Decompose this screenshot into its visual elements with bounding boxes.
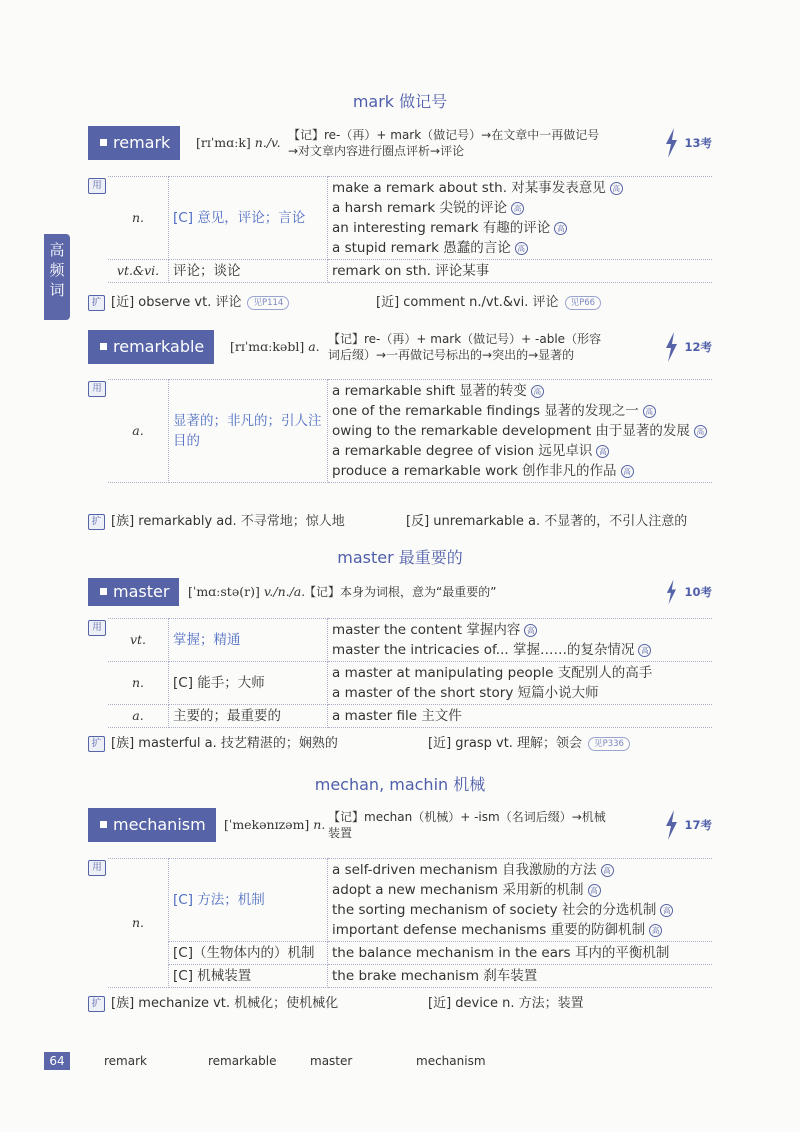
- examples-cell: master the content 掌握内容 高 master the intricacies of... 掌握……的复杂情况 高: [328, 619, 713, 662]
- table-row: [108, 662, 712, 705]
- gao-icon: 高: [554, 222, 567, 235]
- meaning-cell: [C] 能手；大师: [169, 662, 328, 705]
- examples-cell: a master file 主文件: [328, 705, 713, 728]
- entry-header-remarkable: [88, 330, 712, 370]
- gao-icon: 高: [649, 924, 662, 937]
- meaning-cell: 显著的；非凡的；引人注目的: [169, 380, 328, 483]
- examples-cell: remark on sth. 评论某事: [328, 260, 713, 283]
- entry-header-remark: [88, 126, 712, 166]
- table-row: [108, 177, 712, 260]
- use-label-icon: 用: [88, 860, 106, 876]
- mnemonic-mechanism: 【记】mechan（机械）+ -ism（名词后缀）→机械 装置: [328, 810, 606, 840]
- page-ref-badge: 见P66: [565, 296, 601, 310]
- gao-icon: 高: [524, 624, 537, 637]
- meaning-cell: [C]（生物体内的）机制: [169, 942, 328, 965]
- gao-icon: 高: [660, 904, 673, 917]
- section-title-master: master 最重要的: [337, 548, 463, 567]
- lightning-icon: [662, 808, 680, 842]
- definition-table-mechanism: [108, 858, 712, 988]
- use-label-icon: 用: [88, 620, 106, 636]
- gao-icon: 高: [511, 202, 524, 215]
- lightning-icon: [662, 126, 680, 160]
- page-footer: [44, 1052, 724, 1070]
- examples-cell: make a remark about sth. 对某事发表意见 高 a harsh remark 尖锐的评论 高 an interesting remark 有趣的评论 高 a stupid remark 愚蠢的言论 高: [328, 177, 713, 260]
- lightning-icon: [662, 330, 680, 364]
- gao-icon: 高: [596, 445, 609, 458]
- use-label-icon: 用: [88, 381, 106, 397]
- definition-table-remark: [108, 176, 712, 283]
- phonetic-remark: [rɪˈmɑːk] n./v.: [196, 135, 281, 150]
- headword-master: master: [88, 578, 179, 606]
- exam-count-master: 10考: [684, 585, 712, 599]
- pos-cell: vt.&vi.: [108, 260, 169, 283]
- examples-cell: a self-driven mechanism 自我激励的方法 高 adopt a new mechanism 采用新的机制 高 the sorting mechanism of society 社会的分选机制 高 important defense mechanisms 重要的防御机制 高: [328, 859, 713, 942]
- lightning-icon: [662, 578, 680, 606]
- examples-cell: the brake mechanism 刹车装置: [328, 965, 713, 988]
- gao-icon: 高: [610, 182, 623, 195]
- ext-label-icon: 扩: [88, 996, 105, 1012]
- exam-count-mechanism: 17考: [684, 818, 712, 832]
- ext-label-icon: 扩: [88, 514, 105, 530]
- extension-master: 扩 [族] masterful a. 技艺精湛的；娴熟的: [88, 735, 338, 753]
- extension-master-right: [近] grasp vt. 理解；领会 见P336: [428, 735, 630, 753]
- section-title-mark: mark 做记号: [352, 92, 448, 111]
- side-tab-high-frequency: 高 频 词: [44, 234, 70, 320]
- meaning-cell: 评论；谈论: [169, 260, 328, 283]
- mnemonic-master: 【记】本身为词根，意为“最重要的”: [304, 585, 497, 599]
- extension-remark-right: [近] comment n./vt.&vi. 评论 见P66: [376, 294, 601, 312]
- extension-mechanism-right: [近] device n. 方法；装置: [428, 996, 584, 1011]
- pos-cell: n.: [108, 662, 169, 705]
- section-title-mechan: mechan, machin 机械: [314, 775, 486, 794]
- meaning-cell: 主要的；最重要的: [169, 705, 328, 728]
- phonetic-remarkable: [rɪˈmɑːkəbl] a.: [230, 339, 320, 354]
- use-label-icon: 用: [88, 178, 106, 194]
- mnemonic-remarkable: 【记】re-（再）+ mark（做记号）+ -able（形容 词后缀）→一再做记号标出的→突出的→显著的: [328, 332, 602, 362]
- table-row: [108, 965, 712, 988]
- meaning-cell: [C] 方法；机制: [169, 859, 328, 942]
- pos-cell: vt.: [108, 619, 169, 662]
- extension-remark: 扩 [近] observe vt. 评论 见P114: [88, 294, 289, 312]
- gao-icon: 高: [588, 884, 601, 897]
- ext-label-icon: 扩: [88, 295, 105, 311]
- exam-count-remarkable: 12考: [684, 340, 712, 354]
- footer-word: master: [310, 1054, 353, 1068]
- table-row: [108, 942, 712, 965]
- definition-table-master: [108, 618, 712, 728]
- examples-cell: the balance mechanism in the ears 耳内的平衡机制: [328, 942, 713, 965]
- footer-word: remarkable: [208, 1054, 277, 1068]
- pos-cell: a.: [108, 380, 169, 483]
- gao-icon: 高: [531, 385, 544, 398]
- examples-cell: a master at manipulating people 支配别人的高手 a master of the short story 短篇小说大师: [328, 662, 713, 705]
- extension-remarkable-right: [反] unremarkable a. 不显著的，不引人注意的: [406, 514, 688, 529]
- headword-remarkable: remarkable: [88, 330, 214, 364]
- pos-cell: a.: [108, 705, 169, 728]
- extension-remarkable: 扩 [族] remarkably ad. 不寻常地；惊人地: [88, 513, 345, 531]
- page-ref-badge: 见P336: [588, 737, 630, 751]
- mnemonic-remark: 【记】re-（再）+ mark（做记号）→在文章中一再做记号 →对文章内容进行圈点评析→评论: [288, 128, 600, 158]
- page-ref-badge: 见P114: [247, 296, 289, 310]
- ext-label-icon: 扩: [88, 736, 105, 752]
- phonetic-master: [ˈmɑːstə(r)] v./n./a.: [188, 584, 306, 599]
- examples-cell: a remarkable shift 显著的转变 高 one of the remarkable findings 显著的发现之一 高 owing to the remarkable development 由于显著的发展 高 a remarkable degree of vision 远见卓识 高 produce a remarkable work 创作非凡的作品 高: [328, 380, 713, 483]
- table-row: [108, 705, 712, 728]
- exam-count-remark: 13考: [684, 136, 712, 150]
- phonetic-mechanism: [ˈmekənɪzəm] n.: [224, 817, 326, 832]
- gao-icon: 高: [515, 242, 528, 255]
- extension-mechanism: 扩 [族] mechanize vt. 机械化；使机械化: [88, 995, 338, 1013]
- table-row: [108, 380, 712, 483]
- pos-cell: n.: [108, 177, 169, 260]
- gao-icon: 高: [643, 405, 656, 418]
- definition-table-remarkable: [108, 379, 712, 483]
- pos-cell: n.: [108, 859, 169, 988]
- gao-icon: 高: [638, 644, 651, 657]
- headword-remark: remark: [88, 126, 180, 160]
- footer-word: remark: [104, 1054, 147, 1068]
- entry-header-master: [88, 578, 712, 612]
- meaning-cell: 掌握；精通: [169, 619, 328, 662]
- entry-header-mechanism: [88, 808, 712, 848]
- meaning-cell: [C] 机械装置: [169, 965, 328, 988]
- headword-mechanism: mechanism: [88, 808, 216, 842]
- gao-icon: 高: [601, 864, 614, 877]
- gao-icon: 高: [621, 465, 634, 478]
- table-row: [108, 859, 712, 942]
- gao-icon: 高: [694, 425, 707, 438]
- footer-word: mechanism: [416, 1054, 486, 1068]
- table-row: [108, 260, 712, 283]
- meaning-cell: [C] 意见，评论；言论: [169, 177, 328, 260]
- table-row: [108, 619, 712, 662]
- page-number: 64: [44, 1052, 70, 1070]
